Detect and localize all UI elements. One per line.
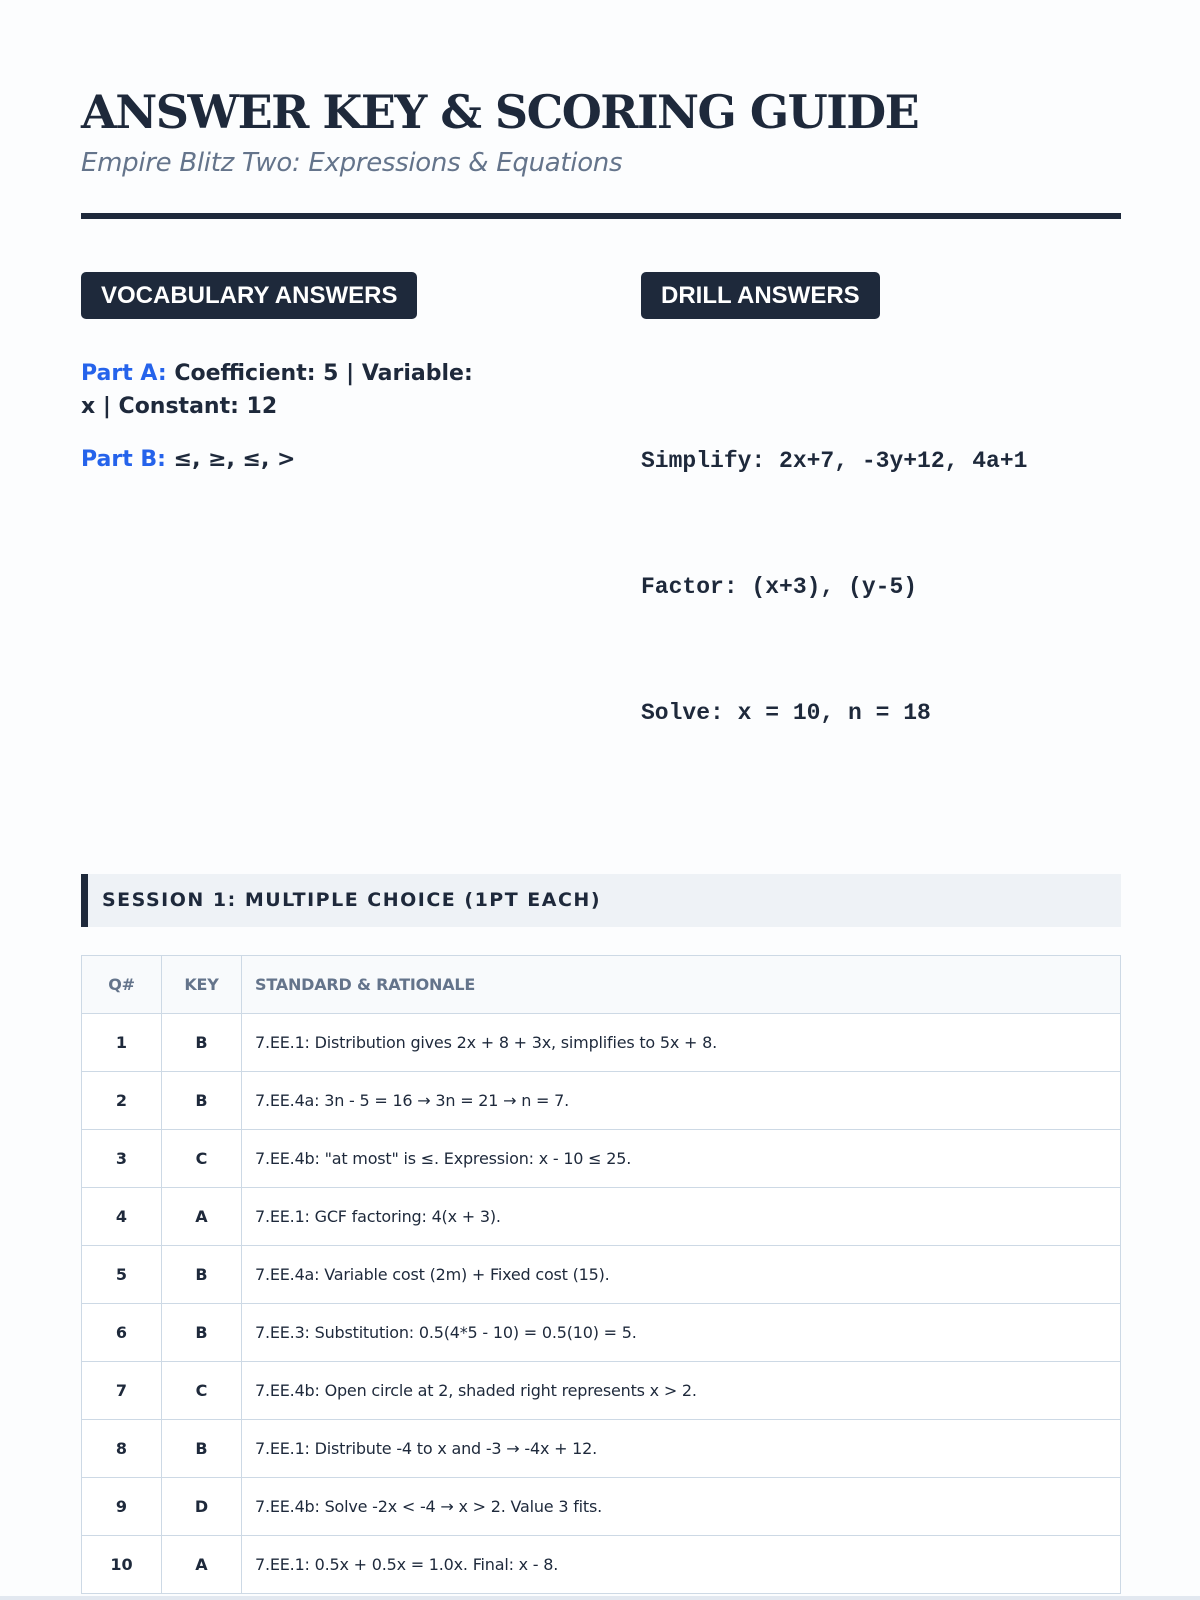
answer-key: B <box>162 1072 242 1130</box>
question-number: 1 <box>82 1014 162 1072</box>
answer-key: A <box>162 1536 242 1594</box>
column-header-rationale: STANDARD & RATIONALE <box>242 956 1121 1014</box>
page-bottom-edge <box>0 1596 1200 1600</box>
answer-key: B <box>162 1304 242 1362</box>
part-b-label: Part B: <box>81 447 166 472</box>
page-subtitle: Empire Blitz Two: Expressions & Equations <box>81 148 623 178</box>
table-row <box>82 1246 1121 1304</box>
part-b-text: ≤, ≥, ≤, > <box>173 447 296 472</box>
table-row <box>82 1014 1121 1072</box>
rationale: 7.EE.4b: "at most" is ≤. Expression: x - 10 ≤ 25. <box>242 1130 1121 1188</box>
table-row <box>82 1420 1121 1478</box>
drill-line-factor: Factor: (x+3), (y-5) <box>641 574 918 600</box>
question-number: 10 <box>82 1536 162 1594</box>
answer-key: B <box>162 1246 242 1304</box>
rationale: 7.EE.1: Distribute -4 to x and -3 → -4x + 12. <box>242 1420 1121 1478</box>
rationale: 7.EE.4a: Variable cost (2m) + Fixed cost (15). <box>242 1246 1121 1304</box>
rationale: 7.EE.1: GCF factoring: 4(x + 3). <box>242 1188 1121 1246</box>
rationale: 7.EE.4b: Open circle at 2, shaded right represents x > 2. <box>242 1362 1121 1420</box>
drill-section <box>641 272 1121 818</box>
table-row <box>82 1478 1121 1536</box>
answer-key: C <box>162 1130 242 1188</box>
question-number: 8 <box>82 1420 162 1478</box>
question-number: 6 <box>82 1304 162 1362</box>
table-row <box>82 1072 1121 1130</box>
table-row <box>82 1188 1121 1246</box>
answer-key: A <box>162 1188 242 1246</box>
part-a-text: Coefficient: 5 | Variable: x | Constant: 12 <box>81 361 473 419</box>
part-b-answer <box>81 443 481 476</box>
table-row <box>82 1304 1121 1362</box>
session-1-heading: SESSION 1: MULTIPLE CHOICE (1PT EACH) <box>81 874 1121 927</box>
answers-columns <box>81 272 1121 818</box>
drill-answers <box>641 356 1121 818</box>
vocabulary-section <box>81 272 641 818</box>
part-a-answer <box>81 357 481 423</box>
answer-key: B <box>162 1420 242 1478</box>
drill-line-simplify: Simplify: 2x+7, -3y+12, 4a+1 <box>641 448 1028 474</box>
table-header-row <box>82 956 1121 1014</box>
answer-table <box>81 955 1121 1594</box>
drill-heading: DRILL ANSWERS <box>641 272 880 319</box>
rationale: 7.EE.4a: 3n - 5 = 16 → 3n = 21 → n = 7. <box>242 1072 1121 1130</box>
answer-key: C <box>162 1362 242 1420</box>
question-number: 4 <box>82 1188 162 1246</box>
question-number: 3 <box>82 1130 162 1188</box>
table-row <box>82 1130 1121 1188</box>
header-divider <box>81 213 1121 219</box>
answer-key: B <box>162 1014 242 1072</box>
question-number: 9 <box>82 1478 162 1536</box>
rationale: 7.EE.1: Distribution gives 2x + 8 + 3x, simplifies to 5x + 8. <box>242 1014 1121 1072</box>
answer-key: D <box>162 1478 242 1536</box>
question-number: 7 <box>82 1362 162 1420</box>
question-number: 2 <box>82 1072 162 1130</box>
table-row <box>82 1362 1121 1420</box>
vocabulary-heading: VOCABULARY ANSWERS <box>81 272 417 319</box>
rationale: 7.EE.1: 0.5x + 0.5x = 1.0x. Final: x - 8. <box>242 1536 1121 1594</box>
column-header-question: Q# <box>82 956 162 1014</box>
rationale: 7.EE.3: Substitution: 0.5(4*5 - 10) = 0.5(10) = 5. <box>242 1304 1121 1362</box>
page-title: ANSWER KEY & SCORING GUIDE <box>81 85 919 139</box>
part-a-label: Part A: <box>81 361 167 386</box>
question-number: 5 <box>82 1246 162 1304</box>
drill-line-solve: Solve: x = 10, n = 18 <box>641 700 931 726</box>
vocabulary-answers <box>81 357 481 476</box>
table-row <box>82 1536 1121 1594</box>
rationale: 7.EE.4b: Solve -2x < -4 → x > 2. Value 3 fits. <box>242 1478 1121 1536</box>
column-header-key: KEY <box>162 956 242 1014</box>
